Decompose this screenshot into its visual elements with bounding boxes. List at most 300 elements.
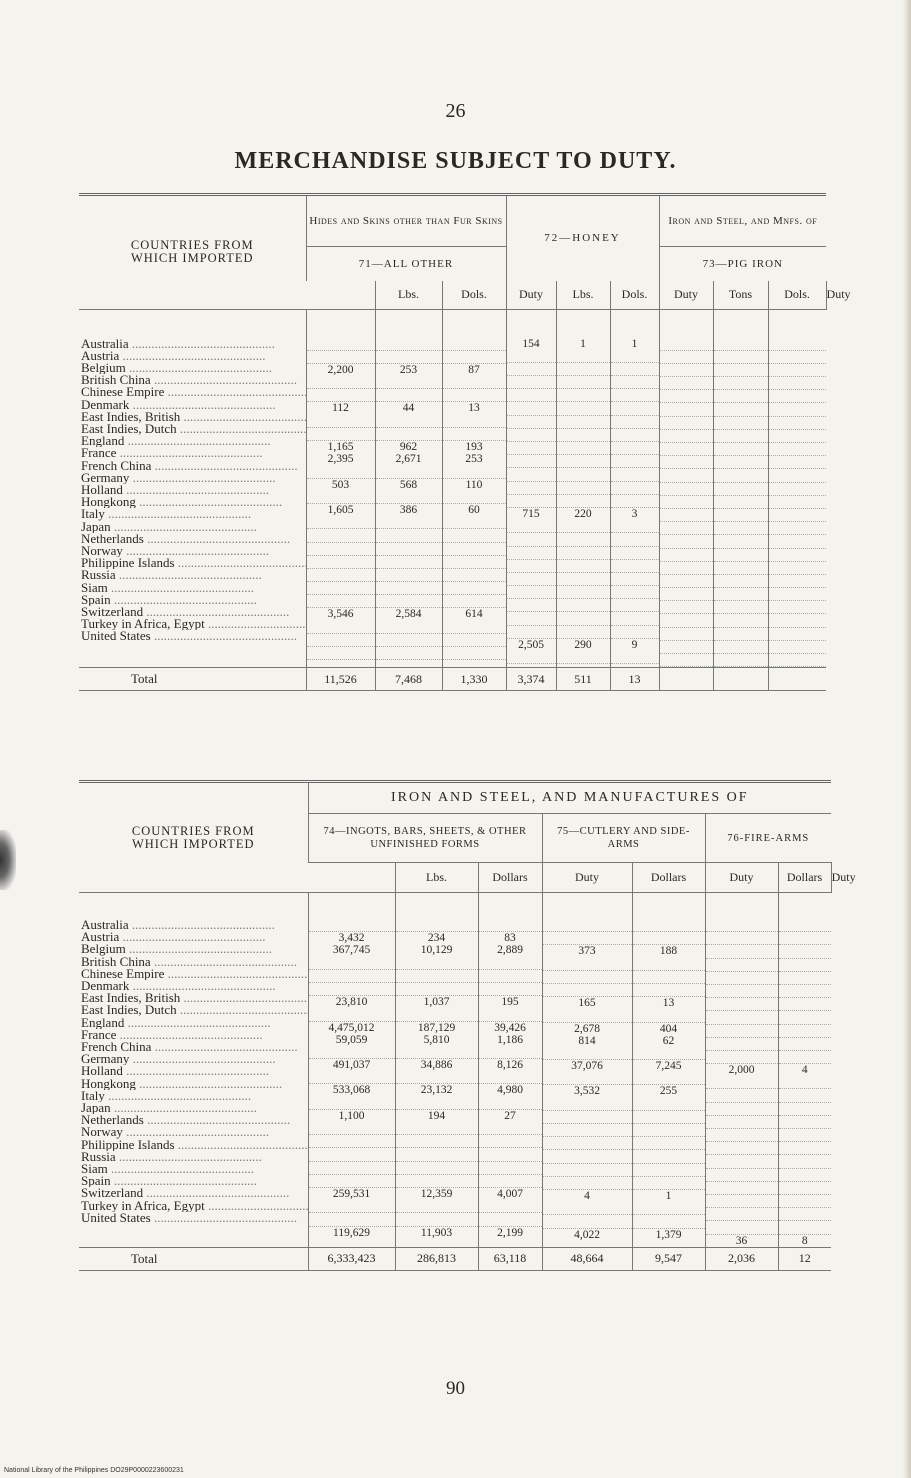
table-cell <box>660 601 713 614</box>
table-cell <box>706 919 778 932</box>
binding-shadow <box>0 830 16 890</box>
table-cell: 87 <box>468 363 480 376</box>
column-header: Lbs. <box>395 863 478 893</box>
table-cell: 2,395 <box>327 453 354 466</box>
table-cell <box>769 364 827 377</box>
table-cell <box>769 522 827 535</box>
table-cell: 2,505 <box>518 638 544 651</box>
data-column <box>308 893 395 1248</box>
column-header: Lbs. <box>556 281 610 309</box>
country-name: Chinese Empire ..... <box>81 386 306 398</box>
table-cell <box>769 562 827 575</box>
table-cell: 5,810 <box>423 1033 450 1046</box>
table-cell <box>443 428 506 441</box>
total-label: Total <box>131 671 158 687</box>
table-cell <box>706 959 778 972</box>
table-cell <box>633 984 705 997</box>
table-cell <box>769 483 827 496</box>
country-name: United States ..... <box>81 630 306 642</box>
country-name: British China ..... <box>81 956 308 968</box>
data-column <box>395 893 478 1248</box>
table-cell <box>543 1009 632 1022</box>
table-cell <box>706 1076 778 1089</box>
table-cell <box>307 582 375 595</box>
table-cell <box>543 1111 632 1124</box>
table-cell <box>611 376 659 389</box>
table-cell: 3,432 <box>338 932 365 945</box>
table-cell: 255 <box>659 1085 678 1098</box>
table-cell <box>396 983 478 996</box>
table-cell: 23,132 <box>420 1084 453 1097</box>
country-name: Belgium ..... <box>81 362 306 374</box>
table-cell <box>779 985 832 998</box>
table-cell <box>714 483 768 496</box>
duty-table-1: COUNTRIES FROM WHICH IMPORTED Hides and Skins other than Fur Skins 72—HONEY Iron and Steel, and Mnfs. of 71—ALL OTHER 73—PIG IRON Lbs. Dols. Duty Lbs. Dols. Duty Tons Dols. Duty Australia ..... Austria ..... Belgium ..... British China ..... Chinese Empire ..... Denmark ..... East Indies, British ..... East Indies, Dutch ..... England ..... France ..... French China ..... Germany ..... Holland ..... Hongkong ..... Italy ..... Japan ..... Netherlands ..... Norway ..... Philippine Islands ..... Russia ..... Siam ..... Spain ..... Switzerland ..... Turkey in Africa, Egypt ..... United States ..... 2,200 112 1,165 2,395 503 1,605 3,546 253 44 962 2,671 568 386 2,584 87 13 193 253 110 60 614 154 715 2,505 1 220 290 1 3 9 Total 11,526 7,468 1,330 3,374 511 13 <box>79 193 826 691</box>
data-column <box>375 309 442 668</box>
country-name: England ..... <box>81 435 306 447</box>
table-cell: 2,671 <box>395 453 422 466</box>
country-name: Holland ..... <box>81 1065 308 1077</box>
table-cell <box>396 1162 478 1175</box>
table-cell <box>479 1213 542 1226</box>
table-cell <box>443 465 506 478</box>
table-cell: 2,889 <box>497 944 523 957</box>
total-cell: 6,333,423 <box>308 1247 395 1270</box>
table-cell <box>479 1008 542 1021</box>
table-cell <box>706 945 778 958</box>
table-cell <box>714 535 768 548</box>
table-cell <box>543 1202 632 1215</box>
table-cell <box>769 456 827 469</box>
country-name: United States ..... <box>81 1212 308 1224</box>
country-name: Italy ..... <box>81 508 306 520</box>
table-cell <box>714 377 768 390</box>
table-cell <box>769 614 827 627</box>
table-cell <box>443 415 506 428</box>
table-cell <box>660 535 713 548</box>
group-hides-title: Hides and Skins other than Fur Skins <box>306 195 506 247</box>
country-list <box>79 893 308 1248</box>
table-cell <box>557 599 610 612</box>
table-cell <box>307 338 375 351</box>
table-cell <box>307 556 375 569</box>
total-cell: 1,330 <box>442 668 506 691</box>
country-name: Australia ..... <box>81 919 308 931</box>
table-cell <box>479 919 542 932</box>
table-cell <box>706 1129 778 1142</box>
table-cell <box>479 1175 542 1188</box>
table-cell <box>779 1076 832 1089</box>
table-cell: 83 <box>504 932 516 945</box>
table-cell <box>633 1047 705 1060</box>
table-cell <box>660 575 713 588</box>
group-iron-title: Iron and Steel, and Mnfs. of <box>659 195 826 247</box>
table-cell <box>376 415 442 428</box>
total-cell <box>768 668 826 691</box>
table-cell: 220 <box>574 507 592 520</box>
table-cell <box>376 389 442 402</box>
table-cell <box>557 442 610 455</box>
table-cell <box>611 547 659 560</box>
table-cell: 37,076 <box>571 1060 603 1073</box>
table-cell: 3,532 <box>574 1085 600 1098</box>
data-column <box>506 309 556 668</box>
table-cell <box>706 1221 778 1234</box>
table-cell <box>611 573 659 586</box>
table-cell: 36 <box>735 1234 748 1247</box>
table-cell <box>769 390 827 403</box>
table-cell <box>507 560 556 573</box>
table-cell <box>633 958 705 971</box>
data-column <box>442 309 506 668</box>
table-cell: 8 <box>801 1234 808 1247</box>
table-cell <box>769 641 827 654</box>
colhead-spacer <box>306 281 375 309</box>
table-cell <box>309 919 395 932</box>
group-firearms-title: 76-FIRE-ARMS <box>705 814 831 863</box>
table-cell <box>307 389 375 402</box>
country-name: British China ..... <box>81 374 306 386</box>
table-cell <box>714 456 768 469</box>
table-cell <box>309 1122 395 1135</box>
library-credit: National Library of the Philippines DO29P0000223600231 <box>4 1467 184 1474</box>
country-name: England ..... <box>81 1017 308 1029</box>
table-cell <box>543 1137 632 1150</box>
page-title: MERCHANDISE SUBJECT TO DUTY. <box>234 148 677 174</box>
table-cell <box>611 612 659 625</box>
table-cell <box>660 562 713 575</box>
table-cell <box>557 573 610 586</box>
country-name: Spain ..... <box>81 1175 308 1187</box>
country-name: Japan ..... <box>81 1102 308 1114</box>
table-cell <box>779 919 832 932</box>
table-cell <box>706 985 778 998</box>
table-cell: 253 <box>465 453 483 466</box>
page-edge-shadow <box>903 0 911 1478</box>
total-cell <box>659 668 713 691</box>
total-cell: 3,374 <box>506 668 556 691</box>
table-cell <box>376 569 442 582</box>
table-cell <box>543 1098 632 1111</box>
table-cell: 13 <box>468 402 480 415</box>
table-cell <box>660 496 713 509</box>
country-name: Siam ..... <box>81 582 306 594</box>
table-cell <box>443 621 506 634</box>
table-cell: 193 <box>465 441 483 453</box>
table-cell <box>633 1009 705 1022</box>
table-cell <box>557 389 610 402</box>
table-cell <box>507 468 556 481</box>
total-cell: 12 <box>778 1247 831 1270</box>
country-name: Germany ..... <box>81 1053 308 1065</box>
table-cell <box>507 350 556 363</box>
table-cell <box>376 529 442 542</box>
table-cell <box>706 972 778 985</box>
iron-steel-super-title: IRON AND STEEL, AND MANUFACTURES OF <box>308 782 831 814</box>
table-cell: 44 <box>402 402 415 415</box>
table-cell <box>376 338 442 351</box>
table-cell: 1,379 <box>655 1228 682 1241</box>
table-cell: 4 <box>801 1064 808 1077</box>
table-cell <box>714 575 768 588</box>
table-cell <box>557 651 610 664</box>
table-cell <box>779 1169 832 1182</box>
table-cell: 1,186 <box>497 1033 523 1046</box>
table-cell <box>443 569 506 582</box>
table-cell <box>557 612 610 625</box>
table-cell <box>714 654 768 667</box>
table-cell: 3 <box>631 507 638 520</box>
table-cell <box>769 443 827 456</box>
table-cell <box>779 1089 832 1102</box>
table-cell <box>706 1208 778 1221</box>
table-cell <box>557 547 610 560</box>
table-cell <box>660 338 713 351</box>
table-cell <box>779 1011 832 1024</box>
column-header: Dollars <box>778 863 831 893</box>
table-cell <box>396 1135 478 1148</box>
table-cell <box>396 1046 478 1059</box>
total-cell: 13 <box>610 668 659 691</box>
table-cell: 491,037 <box>332 1059 371 1072</box>
table-cell <box>557 468 610 481</box>
table-cell <box>706 1155 778 1168</box>
table-cell <box>769 549 827 562</box>
country-column-header-2: COUNTRIES FROM WHICH IMPORTED <box>131 823 255 851</box>
table-cell <box>307 428 375 441</box>
table-cell <box>779 1038 832 1051</box>
table-cell <box>714 549 768 562</box>
table-cell <box>714 628 768 641</box>
table-cell <box>376 621 442 634</box>
country-name: Philippine Islands ..... <box>81 557 306 569</box>
table-cell <box>611 626 659 639</box>
column-header: Lbs. <box>375 281 442 309</box>
table-cell: 962 <box>399 441 418 453</box>
table-cell: 2,200 <box>327 363 354 376</box>
table-cell <box>660 588 713 601</box>
data-column <box>659 309 713 668</box>
table-cell <box>660 654 713 667</box>
country-name: Holland ..... <box>81 484 306 496</box>
table-cell <box>376 595 442 608</box>
table-cell <box>396 970 478 983</box>
data-column <box>306 309 375 668</box>
country-name: Denmark ..... <box>81 980 308 992</box>
table-cell: 4 <box>584 1189 590 1202</box>
table-cell <box>633 1137 705 1150</box>
total-cell: 48,664 <box>542 1247 632 1270</box>
table-cell: 373 <box>578 945 596 958</box>
table-cell: 59,059 <box>335 1033 368 1046</box>
table-cell <box>376 582 442 595</box>
table-cell <box>769 403 827 416</box>
table-cell: 367,745 <box>332 944 371 957</box>
table-cell <box>769 496 827 509</box>
table-cell <box>660 483 713 496</box>
table-cell <box>507 586 556 599</box>
table-cell <box>611 495 659 508</box>
table-cell: 2,678 <box>574 1022 600 1035</box>
group-hides-subtitle: 71—ALL OTHER <box>306 247 506 282</box>
table-cell <box>769 351 827 364</box>
table-cell <box>307 491 375 504</box>
table-cell: 4,475,012 <box>328 1021 375 1034</box>
table-cell <box>443 634 506 647</box>
table-cell <box>507 455 556 468</box>
total-cell: 511 <box>556 668 610 691</box>
table-cell <box>309 1213 395 1226</box>
table-cell: 62 <box>662 1034 675 1047</box>
table-cell <box>443 529 506 542</box>
page-number-top: 26 <box>445 100 466 122</box>
table-cell <box>543 958 632 971</box>
table-cell <box>443 491 506 504</box>
table-cell <box>543 984 632 997</box>
group-cutlery-title: 75—CUTLERY AND SIDE-ARMS <box>542 814 705 863</box>
table-cell: 27 <box>504 1109 516 1122</box>
table-cell <box>543 1177 632 1190</box>
table-cell <box>714 496 768 509</box>
table-cell: 110 <box>465 478 483 491</box>
table-cell <box>543 1215 632 1228</box>
total-cell: 9,547 <box>632 1247 705 1270</box>
table-cell: 10,129 <box>420 944 453 957</box>
country-name: Hongkong ..... <box>81 496 306 508</box>
table-cell <box>706 1182 778 1195</box>
table-cell <box>443 389 506 402</box>
country-list <box>79 309 306 668</box>
table-cell <box>660 549 713 562</box>
table-cell <box>779 1129 832 1142</box>
table-cell: 7,245 <box>655 1060 682 1073</box>
table-cell <box>706 1103 778 1116</box>
table-cell <box>557 495 610 508</box>
table-cell: 195 <box>501 996 519 1009</box>
table-cell: 1 <box>580 337 586 350</box>
table-cell <box>714 469 768 482</box>
table-cell <box>779 1051 832 1064</box>
table-cell <box>779 998 832 1011</box>
data-column <box>556 309 610 668</box>
table-cell <box>307 516 375 529</box>
table-cell <box>557 429 610 442</box>
table-cell <box>396 1200 478 1213</box>
table-cell <box>543 1072 632 1085</box>
table-cell <box>706 1025 778 1038</box>
table-cell <box>443 376 506 389</box>
table-cell <box>376 376 442 389</box>
table-cell <box>557 533 610 546</box>
table-cell <box>633 1124 705 1137</box>
table-cell <box>307 595 375 608</box>
data-column <box>632 893 705 1248</box>
table-cell <box>507 402 556 415</box>
table-cell <box>507 416 556 429</box>
table-cell <box>706 1169 778 1182</box>
table-cell: 34,886 <box>420 1059 453 1072</box>
table-cell <box>479 957 542 970</box>
table-cell: 2,199 <box>497 1226 523 1239</box>
table-cell <box>309 1097 395 1110</box>
table-cell <box>557 363 610 376</box>
table-cell: 614 <box>465 608 483 621</box>
table-cell <box>543 932 632 945</box>
table-cell <box>507 482 556 495</box>
table-cell <box>307 647 375 660</box>
table-cell <box>507 442 556 455</box>
table-cell <box>769 430 827 443</box>
table-cell <box>714 509 768 522</box>
country-name: Siam ..... <box>81 1163 308 1175</box>
table-cell <box>307 415 375 428</box>
table-cell <box>543 919 632 932</box>
table-cell <box>633 1202 705 1215</box>
table-cell <box>769 575 827 588</box>
table-cell: 12,359 <box>420 1187 453 1200</box>
table-cell <box>443 582 506 595</box>
table-cell: 715 <box>522 507 540 520</box>
table-cell <box>309 1148 395 1161</box>
table-cell <box>633 1111 705 1124</box>
table-cell <box>507 547 556 560</box>
country-name: Chinese Empire ..... <box>81 968 308 980</box>
table-cell: 1,605 <box>327 503 354 516</box>
table-cell <box>557 560 610 573</box>
table-cell <box>507 495 556 508</box>
table-cell <box>543 1164 632 1177</box>
table-cell <box>543 1124 632 1137</box>
table-cell: 39,426 <box>494 1021 526 1034</box>
table-cell <box>611 442 659 455</box>
column-header: Dols. <box>768 281 826 309</box>
country-name: East Indies, British ..... <box>81 992 308 1004</box>
data-column <box>713 309 768 668</box>
country-name: East Indies, Dutch ..... <box>81 1004 308 1016</box>
table-cell <box>714 522 768 535</box>
table-cell <box>779 1155 832 1168</box>
country-name: Belgium ..... <box>81 943 308 955</box>
table-cell <box>633 1072 705 1085</box>
table-cell: 259,531 <box>332 1187 371 1200</box>
table-cell <box>309 970 395 983</box>
country-name: Turkey in Africa, Egypt ..... <box>81 1200 308 1212</box>
table-cell <box>507 626 556 639</box>
table-cell <box>507 389 556 402</box>
table-cell <box>706 1011 778 1024</box>
table-cell <box>507 363 556 376</box>
table-cell <box>633 1164 705 1177</box>
total-cell: 2,036 <box>705 1247 778 1270</box>
table-cell <box>557 520 610 533</box>
table-cell <box>543 1047 632 1060</box>
table-cell: 1,165 <box>327 441 354 453</box>
table-cell <box>396 1175 478 1188</box>
table-cell <box>307 634 375 647</box>
page-number-bottom: 90 <box>446 1378 465 1399</box>
table-cell <box>714 588 768 601</box>
table-cell <box>611 429 659 442</box>
country-name: Netherlands ..... <box>81 533 306 545</box>
table-cell <box>309 1071 395 1084</box>
table-cell <box>507 376 556 389</box>
country-name: East Indies, Dutch ..... <box>81 423 306 435</box>
table-cell <box>309 957 395 970</box>
country-name: East Indies, British ..... <box>81 411 306 423</box>
data-column <box>542 893 632 1248</box>
table-cell: 154 <box>522 337 540 350</box>
country-name: French China ..... <box>81 1041 308 1053</box>
